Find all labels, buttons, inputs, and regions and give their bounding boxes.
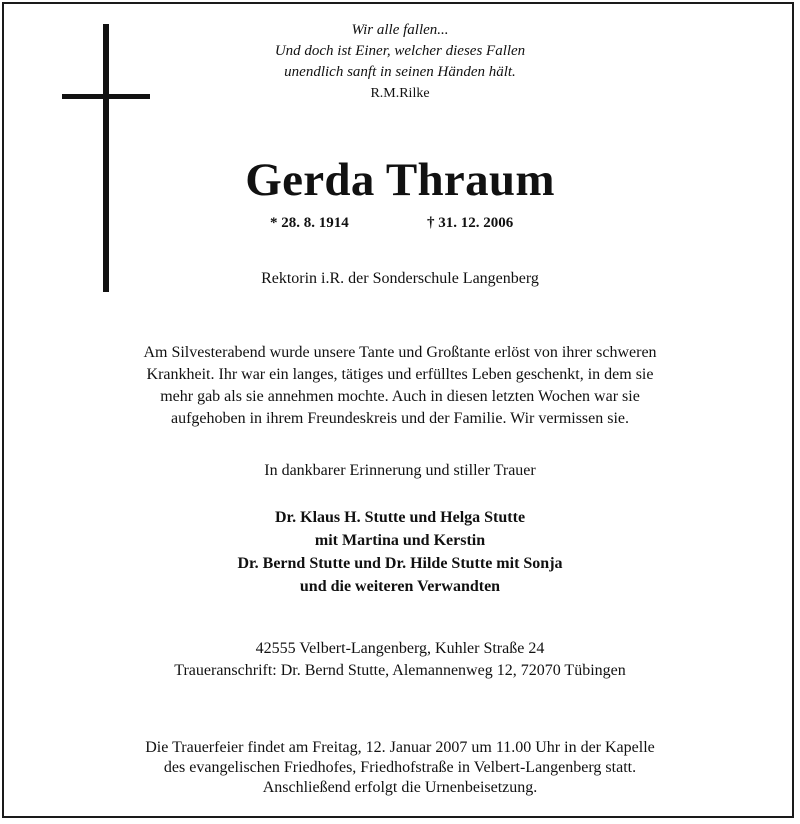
family-line: Dr. Bernd Stutte und Dr. Hilde Stutte mit Sonja [237, 555, 563, 572]
deceased-name: Gerda Thraum [245, 154, 555, 206]
birth-date: * 28. 8. 1914 [270, 215, 349, 231]
message-line: mehr gab als sie annehmen mochte. Auch in diesen letzten Wochen war sie [160, 388, 640, 405]
quote-author: R.M.Rilke [370, 86, 430, 101]
address-block [0, 638, 800, 682]
address-line: 42555 Velbert-Langenberg, Kuhler Straße 24 [255, 640, 545, 657]
ceremony-info [0, 738, 800, 798]
message-line: aufgehoben in ihrem Freundeskreis und der Familie. Wir vermissen sie. [170, 410, 630, 427]
ceremony-line: Anschließend erfolgt die Urnenbeisetzung. [262, 779, 538, 796]
rilke-quote [0, 20, 800, 104]
family-line: mit Martina und Kerstin [314, 532, 486, 549]
family-line: Dr. Klaus H. Stutte und Helga Stutte [274, 509, 526, 526]
quote-line: unendlich sanft in seinen Händen hält. [284, 64, 516, 80]
message-line: Krankheit. Ihr war ein langes, tätiges und erfülltes Leben geschenkt, in dem sie [146, 366, 654, 383]
address-line: Traueranschrift: Dr. Bernd Stutte, Alemannenweg 12, 72070 Tübingen [174, 662, 626, 679]
family-list [0, 506, 800, 598]
mourning-line: In dankbarer Erinnerung und stiller Trauer [264, 462, 536, 479]
family-line: und die weiteren Verwandten [299, 578, 501, 595]
death-date: † 31. 12. 2006 [427, 215, 514, 231]
quote-line: Wir alle fallen... [351, 22, 449, 38]
deceased-title: Rektorin i.R. der Sonderschule Langenberg [261, 270, 539, 287]
quote-line: Und doch ist Einer, welcher dieses Fallen [274, 43, 526, 59]
ceremony-line: des evangelischen Friedhofes, Friedhofstraße in Velbert-Langenberg statt. [163, 759, 637, 776]
ceremony-line: Die Trauerfeier findet am Freitag, 12. Januar 2007 um 11.00 Uhr in der Kapelle [145, 739, 655, 756]
obituary-message [0, 342, 800, 430]
message-line: Am Silvesterabend wurde unsere Tante und Großtante erlöst von ihrer schweren [143, 344, 657, 361]
